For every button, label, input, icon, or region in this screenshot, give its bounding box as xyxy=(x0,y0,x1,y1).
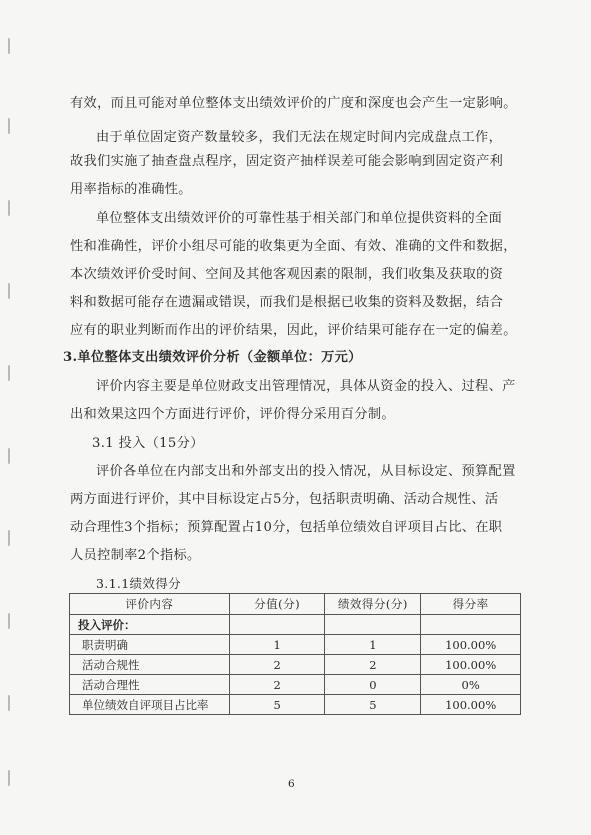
binding-mark xyxy=(8,365,10,381)
column-header: 评价内容 xyxy=(70,594,230,615)
binding-mark xyxy=(8,695,10,711)
table-row xyxy=(70,655,521,675)
paragraph-line: 评价各单位在内部支出和外部支出的投入情况，从目标设定、预算配置 xyxy=(96,464,516,479)
table-row xyxy=(70,635,521,655)
table-header-row xyxy=(70,594,521,615)
indicator-score: 5 xyxy=(325,695,421,715)
indicator-value: 5 xyxy=(229,695,325,715)
paragraph-line: 出和效果这四个方面进行评价，评价得分采用百分制。 xyxy=(70,407,395,422)
paragraph-line: 故我们实施了抽查盘点程序，固定资产抽样误差可能会影响到固定资产利 xyxy=(70,154,504,169)
paragraph-line: 评价内容主要是单位财政支出管理情况，具体从资金的投入、过程、产 xyxy=(96,379,516,394)
binding-mark xyxy=(8,530,10,546)
indicator-name: 职责明确 xyxy=(70,635,230,655)
table-cell xyxy=(325,615,421,635)
section-label: 投入评价： xyxy=(70,615,230,635)
indicator-value: 2 xyxy=(229,655,325,675)
paragraph-line: 有效，而且可能对单位整体支出绩效评价的广度和深度也会产生一定影响。 xyxy=(70,96,517,111)
subsubsection-heading: 3.1.1绩效得分 xyxy=(96,576,181,591)
binding-mark xyxy=(8,118,10,134)
section-heading: 3.单位整体支出绩效评价分析（金额单位：万元） xyxy=(63,350,362,365)
indicator-score: 1 xyxy=(325,635,421,655)
paragraph-line: 本次绩效评价受时间、空间及其他客观因素的限制，我们收集及获取的资 xyxy=(70,267,504,282)
indicator-score: 0 xyxy=(325,675,421,695)
paragraph-line: 性和准确性，评价小组尽可能的收集更为全面、有效、准确的文件和数据， xyxy=(70,239,517,254)
paragraph-line: 由于单位固定资产数量较多，我们无法在规定时间内完成盘点工作， xyxy=(96,130,503,145)
binding-mark xyxy=(8,200,10,216)
indicator-rate: 100.00% xyxy=(421,695,521,715)
paragraph-line: 动合理性3个指标；预算配置占10分，包括单位绩效自评项目占比、在职 xyxy=(70,520,503,535)
paragraph-line: 料和数据可能存在遗漏或错误，而我们是根据已收集的资料及数据，结合 xyxy=(70,295,504,310)
indicator-name: 活动合理性 xyxy=(70,675,230,695)
score-table xyxy=(69,593,521,715)
indicator-score: 2 xyxy=(325,655,421,675)
paragraph-line: 人员控制率2个指标。 xyxy=(70,548,201,563)
table-row xyxy=(70,675,521,695)
binding-mark xyxy=(8,613,10,629)
table-row xyxy=(70,695,521,715)
table-section-row xyxy=(70,615,521,635)
indicator-value: 2 xyxy=(229,675,325,695)
binding-mark xyxy=(8,283,10,299)
indicator-name: 单位绩效自评项目占比率 xyxy=(70,695,230,715)
paragraph-line: 应有的职业判断而作出的评价结果，因此，评价结果可能存在一定的偏差。 xyxy=(70,323,517,338)
binding-mark xyxy=(8,770,10,786)
subsection-heading: 3.1 投入（15分） xyxy=(92,436,204,451)
column-header: 绩效得分(分) xyxy=(325,594,421,615)
table-cell xyxy=(421,615,521,635)
column-header: 得分率 xyxy=(421,594,521,615)
binding-mark xyxy=(8,448,10,464)
indicator-name: 活动合规性 xyxy=(70,655,230,675)
indicator-value: 1 xyxy=(229,635,325,655)
table-cell xyxy=(229,615,325,635)
paragraph-line: 单位整体支出绩效评价的可靠性基于相关部门和单位提供资料的全面 xyxy=(96,211,503,226)
indicator-rate: 100.00% xyxy=(421,635,521,655)
paragraph-line: 两方面进行评价，其中目标设定占5分，包括职责明确、活动合规性、活 xyxy=(70,492,499,507)
indicator-rate: 0% xyxy=(421,675,521,695)
paragraph-line: 用率指标的准确性。 xyxy=(70,182,192,197)
column-header: 分值(分) xyxy=(229,594,325,615)
indicator-rate: 100.00% xyxy=(421,655,521,675)
binding-mark xyxy=(8,38,10,54)
page-number: 6 xyxy=(288,778,295,790)
